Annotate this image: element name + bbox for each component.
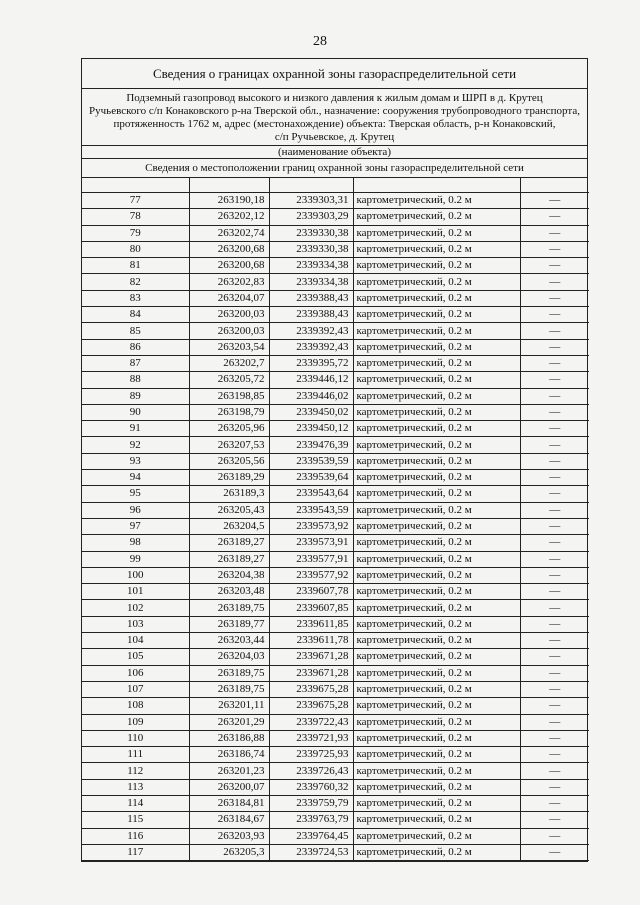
x-coordinate-cell: 263203,54 bbox=[189, 339, 269, 355]
note-cell: — bbox=[520, 600, 589, 616]
determination-method-cell: картометрический, 0.2 м bbox=[353, 584, 520, 600]
x-coordinate-cell: 263189,77 bbox=[189, 616, 269, 632]
y-coordinate-cell: 2339763,79 bbox=[269, 812, 353, 828]
point-number-cell: 115 bbox=[82, 812, 189, 828]
object-name-caption: (наименование объекта) bbox=[82, 146, 587, 159]
point-number-cell: 116 bbox=[82, 828, 189, 844]
point-number-cell: 109 bbox=[82, 714, 189, 730]
point-number-cell: 83 bbox=[82, 290, 189, 306]
point-number-cell: 107 bbox=[82, 681, 189, 697]
point-number-cell: 84 bbox=[82, 307, 189, 323]
note-cell: — bbox=[520, 535, 589, 551]
determination-method-cell: картометрический, 0.2 м bbox=[353, 681, 520, 697]
point-number-cell: 87 bbox=[82, 355, 189, 371]
note-cell: — bbox=[520, 584, 589, 600]
point-number-cell: 108 bbox=[82, 698, 189, 714]
table-row bbox=[82, 616, 589, 632]
x-coordinate-cell: 263184,67 bbox=[189, 812, 269, 828]
determination-method-cell: картометрический, 0.2 м bbox=[353, 258, 520, 274]
point-number-cell: 81 bbox=[82, 258, 189, 274]
y-coordinate-cell: 2339724,53 bbox=[269, 844, 353, 860]
determination-method-cell: картометрический, 0.2 м bbox=[353, 307, 520, 323]
note-cell: — bbox=[520, 551, 589, 567]
x-coordinate-cell: 263189,3 bbox=[189, 486, 269, 502]
determination-method-cell: картометрический, 0.2 м bbox=[353, 502, 520, 518]
coordinates-table-body bbox=[82, 178, 589, 861]
table-row bbox=[82, 763, 589, 779]
determination-method-cell: картометрический, 0.2 м bbox=[353, 453, 520, 469]
x-coordinate-cell: 263186,88 bbox=[189, 730, 269, 746]
x-coordinate-cell: 263201,11 bbox=[189, 698, 269, 714]
note-cell: — bbox=[520, 355, 589, 371]
determination-method-cell: картометрический, 0.2 м bbox=[353, 339, 520, 355]
point-number-cell: 113 bbox=[82, 779, 189, 795]
note-cell: — bbox=[520, 241, 589, 257]
x-coordinate-cell: 263204,38 bbox=[189, 567, 269, 583]
y-coordinate-cell: 2339450,12 bbox=[269, 421, 353, 437]
table-row bbox=[82, 584, 589, 600]
note-cell: — bbox=[520, 193, 589, 209]
table-row bbox=[82, 421, 589, 437]
determination-method-cell: картометрический, 0.2 м bbox=[353, 665, 520, 681]
table-row bbox=[82, 193, 589, 209]
table-row bbox=[82, 600, 589, 616]
y-coordinate-cell: 2339611,85 bbox=[269, 616, 353, 632]
document-title: Сведения о границах охранной зоны газораспределительной сети bbox=[82, 59, 587, 89]
determination-method-cell: картометрический, 0.2 м bbox=[353, 421, 520, 437]
determination-method-cell: картометрический, 0.2 м bbox=[353, 323, 520, 339]
x-coordinate-cell: 263203,44 bbox=[189, 633, 269, 649]
determination-method-cell: картометрический, 0.2 м bbox=[353, 747, 520, 763]
note-cell: — bbox=[520, 258, 589, 274]
x-coordinate-cell: 263200,68 bbox=[189, 258, 269, 274]
x-coordinate-cell: 263190,18 bbox=[189, 193, 269, 209]
point-number-cell: 94 bbox=[82, 470, 189, 486]
point-number-cell: 85 bbox=[82, 323, 189, 339]
object-description-line: Ручьевского с/п Конаковского р-на Тверской обл., назначение: сооружения трубопроводного транспорта, bbox=[89, 105, 580, 117]
determination-method-cell: картометрический, 0.2 м bbox=[353, 567, 520, 583]
point-number-cell: 86 bbox=[82, 339, 189, 355]
y-coordinate-cell: 2339721,93 bbox=[269, 730, 353, 746]
x-coordinate-cell: 263200,03 bbox=[189, 307, 269, 323]
x-coordinate-cell: 263189,75 bbox=[189, 681, 269, 697]
x-coordinate-cell: 263203,48 bbox=[189, 584, 269, 600]
determination-method-cell: картометрический, 0.2 м bbox=[353, 274, 520, 290]
table-row bbox=[82, 535, 589, 551]
x-coordinate-cell: 263205,96 bbox=[189, 421, 269, 437]
note-cell: — bbox=[520, 828, 589, 844]
note-cell: — bbox=[520, 209, 589, 225]
note-cell: — bbox=[520, 323, 589, 339]
determination-method-cell: картометрический, 0.2 м bbox=[353, 730, 520, 746]
table-row bbox=[82, 437, 589, 453]
table-row bbox=[82, 470, 589, 486]
table-cell bbox=[269, 178, 353, 193]
location-section-heading: Сведения о местоположении границ охранной зоны газораспределительной сети bbox=[82, 159, 587, 178]
determination-method-cell: картометрический, 0.2 м bbox=[353, 372, 520, 388]
determination-method-cell: картометрический, 0.2 м bbox=[353, 225, 520, 241]
point-number-cell: 95 bbox=[82, 486, 189, 502]
x-coordinate-cell: 263205,72 bbox=[189, 372, 269, 388]
note-cell: — bbox=[520, 714, 589, 730]
x-coordinate-cell: 263202,12 bbox=[189, 209, 269, 225]
note-cell: — bbox=[520, 225, 589, 241]
point-number-cell: 79 bbox=[82, 225, 189, 241]
note-cell: — bbox=[520, 404, 589, 420]
x-coordinate-cell: 263186,74 bbox=[189, 747, 269, 763]
determination-method-cell: картометрический, 0.2 м bbox=[353, 355, 520, 371]
determination-method-cell: картометрический, 0.2 м bbox=[353, 241, 520, 257]
determination-method-cell: картометрический, 0.2 м bbox=[353, 551, 520, 567]
point-number-cell: 112 bbox=[82, 763, 189, 779]
point-number-cell: 97 bbox=[82, 518, 189, 534]
y-coordinate-cell: 2339573,92 bbox=[269, 518, 353, 534]
point-number-cell: 106 bbox=[82, 665, 189, 681]
x-coordinate-cell: 263204,5 bbox=[189, 518, 269, 534]
note-cell: — bbox=[520, 665, 589, 681]
point-number-cell: 92 bbox=[82, 437, 189, 453]
determination-method-cell: картометрический, 0.2 м bbox=[353, 812, 520, 828]
y-coordinate-cell: 2339543,64 bbox=[269, 486, 353, 502]
y-coordinate-cell: 2339764,45 bbox=[269, 828, 353, 844]
x-coordinate-cell: 263202,74 bbox=[189, 225, 269, 241]
y-coordinate-cell: 2339675,28 bbox=[269, 681, 353, 697]
table-cell bbox=[353, 178, 520, 193]
y-coordinate-cell: 2339303,31 bbox=[269, 193, 353, 209]
y-coordinate-cell: 2339725,93 bbox=[269, 747, 353, 763]
note-cell: — bbox=[520, 307, 589, 323]
table-row bbox=[82, 828, 589, 844]
point-number-cell: 78 bbox=[82, 209, 189, 225]
object-description-line: с/п Ручьевское, д. Крутец bbox=[274, 131, 395, 143]
y-coordinate-cell: 2339573,91 bbox=[269, 535, 353, 551]
point-number-cell: 89 bbox=[82, 388, 189, 404]
x-coordinate-cell: 263205,43 bbox=[189, 502, 269, 518]
point-number-cell: 110 bbox=[82, 730, 189, 746]
y-coordinate-cell: 2339611,78 bbox=[269, 633, 353, 649]
x-coordinate-cell: 263189,27 bbox=[189, 551, 269, 567]
determination-method-cell: картометрический, 0.2 м bbox=[353, 795, 520, 811]
x-coordinate-cell: 263189,29 bbox=[189, 470, 269, 486]
determination-method-cell: картометрический, 0.2 м bbox=[353, 486, 520, 502]
table-row bbox=[82, 714, 589, 730]
point-number-cell: 77 bbox=[82, 193, 189, 209]
table-row bbox=[82, 274, 589, 290]
point-number-cell: 96 bbox=[82, 502, 189, 518]
x-coordinate-cell: 263200,68 bbox=[189, 241, 269, 257]
note-cell: — bbox=[520, 518, 589, 534]
note-cell: — bbox=[520, 470, 589, 486]
note-cell: — bbox=[520, 844, 589, 860]
table-row bbox=[82, 779, 589, 795]
y-coordinate-cell: 2339303,29 bbox=[269, 209, 353, 225]
table-row bbox=[82, 258, 589, 274]
y-coordinate-cell: 2339577,92 bbox=[269, 567, 353, 583]
table-row bbox=[82, 241, 589, 257]
determination-method-cell: картометрический, 0.2 м bbox=[353, 714, 520, 730]
y-coordinate-cell: 2339330,38 bbox=[269, 241, 353, 257]
point-number-cell: 117 bbox=[82, 844, 189, 860]
note-cell: — bbox=[520, 453, 589, 469]
point-number-cell: 91 bbox=[82, 421, 189, 437]
point-number-cell: 93 bbox=[82, 453, 189, 469]
x-coordinate-cell: 263207,53 bbox=[189, 437, 269, 453]
y-coordinate-cell: 2339334,38 bbox=[269, 258, 353, 274]
table-row bbox=[82, 551, 589, 567]
x-coordinate-cell: 263184,81 bbox=[189, 795, 269, 811]
x-coordinate-cell: 263205,56 bbox=[189, 453, 269, 469]
determination-method-cell: картометрический, 0.2 м bbox=[353, 828, 520, 844]
determination-method-cell: картометрический, 0.2 м bbox=[353, 209, 520, 225]
table-row bbox=[82, 518, 589, 534]
note-cell: — bbox=[520, 290, 589, 306]
note-cell: — bbox=[520, 747, 589, 763]
x-coordinate-cell: 263202,7 bbox=[189, 355, 269, 371]
x-coordinate-cell: 263200,03 bbox=[189, 323, 269, 339]
table-row bbox=[82, 290, 589, 306]
x-coordinate-cell: 263201,29 bbox=[189, 714, 269, 730]
y-coordinate-cell: 2339675,28 bbox=[269, 698, 353, 714]
determination-method-cell: картометрический, 0.2 м bbox=[353, 698, 520, 714]
table-row bbox=[82, 812, 589, 828]
determination-method-cell: картометрический, 0.2 м bbox=[353, 518, 520, 534]
y-coordinate-cell: 2339450,02 bbox=[269, 404, 353, 420]
y-coordinate-cell: 2339395,72 bbox=[269, 355, 353, 371]
table-row bbox=[82, 698, 589, 714]
determination-method-cell: картометрический, 0.2 м bbox=[353, 779, 520, 795]
y-coordinate-cell: 2339607,85 bbox=[269, 600, 353, 616]
note-cell: — bbox=[520, 502, 589, 518]
note-cell: — bbox=[520, 372, 589, 388]
x-coordinate-cell: 263205,3 bbox=[189, 844, 269, 860]
y-coordinate-cell: 2339446,02 bbox=[269, 388, 353, 404]
y-coordinate-cell: 2339759,79 bbox=[269, 795, 353, 811]
y-coordinate-cell: 2339388,43 bbox=[269, 307, 353, 323]
table-row bbox=[82, 404, 589, 420]
point-number-cell: 100 bbox=[82, 567, 189, 583]
note-cell: — bbox=[520, 795, 589, 811]
x-coordinate-cell: 263189,27 bbox=[189, 535, 269, 551]
x-coordinate-cell: 263198,79 bbox=[189, 404, 269, 420]
determination-method-cell: картометрический, 0.2 м bbox=[353, 844, 520, 860]
table-row bbox=[82, 649, 589, 665]
determination-method-cell: картометрический, 0.2 м bbox=[353, 388, 520, 404]
table-row bbox=[82, 665, 589, 681]
table-row bbox=[82, 339, 589, 355]
point-number-cell: 105 bbox=[82, 649, 189, 665]
point-number-cell: 88 bbox=[82, 372, 189, 388]
determination-method-cell: картометрический, 0.2 м bbox=[353, 649, 520, 665]
table-row bbox=[82, 633, 589, 649]
x-coordinate-cell: 263189,75 bbox=[189, 600, 269, 616]
y-coordinate-cell: 2339671,28 bbox=[269, 665, 353, 681]
x-coordinate-cell: 263204,03 bbox=[189, 649, 269, 665]
y-coordinate-cell: 2339543,59 bbox=[269, 502, 353, 518]
y-coordinate-cell: 2339726,43 bbox=[269, 763, 353, 779]
point-number-cell: 114 bbox=[82, 795, 189, 811]
table-row bbox=[82, 323, 589, 339]
determination-method-cell: картометрический, 0.2 м bbox=[353, 193, 520, 209]
determination-method-cell: картометрический, 0.2 м bbox=[353, 535, 520, 551]
table-row bbox=[82, 795, 589, 811]
table-row bbox=[82, 453, 589, 469]
y-coordinate-cell: 2339577,91 bbox=[269, 551, 353, 567]
table-row bbox=[82, 747, 589, 763]
point-number-cell: 101 bbox=[82, 584, 189, 600]
x-coordinate-cell: 263203,93 bbox=[189, 828, 269, 844]
point-number-cell: 98 bbox=[82, 535, 189, 551]
note-cell: — bbox=[520, 339, 589, 355]
coordinates-table bbox=[82, 178, 589, 861]
note-cell: — bbox=[520, 649, 589, 665]
note-cell: — bbox=[520, 616, 589, 632]
table-row bbox=[82, 502, 589, 518]
note-cell: — bbox=[520, 763, 589, 779]
table-row bbox=[82, 486, 589, 502]
point-number-cell: 102 bbox=[82, 600, 189, 616]
y-coordinate-cell: 2339607,78 bbox=[269, 584, 353, 600]
object-description-line: протяженность 1762 м, адрес (местонахождение) объекта: Тверская область, р-н Конаковский, bbox=[113, 118, 556, 130]
y-coordinate-cell: 2339388,43 bbox=[269, 290, 353, 306]
table-row bbox=[82, 730, 589, 746]
y-coordinate-cell: 2339760,32 bbox=[269, 779, 353, 795]
note-cell: — bbox=[520, 388, 589, 404]
table-row bbox=[82, 844, 589, 860]
table-row bbox=[82, 225, 589, 241]
determination-method-cell: картометрический, 0.2 м bbox=[353, 633, 520, 649]
table-row bbox=[82, 372, 589, 388]
determination-method-cell: картометрический, 0.2 м bbox=[353, 404, 520, 420]
note-cell: — bbox=[520, 698, 589, 714]
y-coordinate-cell: 2339722,43 bbox=[269, 714, 353, 730]
x-coordinate-cell: 263200,07 bbox=[189, 779, 269, 795]
page-number: 28 bbox=[313, 34, 327, 49]
table-row bbox=[82, 355, 589, 371]
y-coordinate-cell: 2339539,59 bbox=[269, 453, 353, 469]
table-row-blank bbox=[82, 178, 589, 193]
table-row bbox=[82, 567, 589, 583]
point-number-cell: 104 bbox=[82, 633, 189, 649]
table-cell bbox=[520, 178, 589, 193]
table-row bbox=[82, 681, 589, 697]
determination-method-cell: картометрический, 0.2 м bbox=[353, 470, 520, 486]
y-coordinate-cell: 2339671,28 bbox=[269, 649, 353, 665]
point-number-cell: 111 bbox=[82, 747, 189, 763]
y-coordinate-cell: 2339330,38 bbox=[269, 225, 353, 241]
x-coordinate-cell: 263204,07 bbox=[189, 290, 269, 306]
y-coordinate-cell: 2339476,39 bbox=[269, 437, 353, 453]
determination-method-cell: картометрический, 0.2 м bbox=[353, 437, 520, 453]
object-description bbox=[82, 89, 587, 146]
table-row bbox=[82, 388, 589, 404]
y-coordinate-cell: 2339446,12 bbox=[269, 372, 353, 388]
y-coordinate-cell: 2339392,43 bbox=[269, 339, 353, 355]
note-cell: — bbox=[520, 730, 589, 746]
boundary-info-table bbox=[81, 58, 588, 862]
x-coordinate-cell: 263189,75 bbox=[189, 665, 269, 681]
table-row bbox=[82, 209, 589, 225]
table-row bbox=[82, 307, 589, 323]
determination-method-cell: картометрический, 0.2 м bbox=[353, 600, 520, 616]
point-number-cell: 80 bbox=[82, 241, 189, 257]
determination-method-cell: картометрический, 0.2 м bbox=[353, 763, 520, 779]
note-cell: — bbox=[520, 681, 589, 697]
note-cell: — bbox=[520, 812, 589, 828]
note-cell: — bbox=[520, 633, 589, 649]
point-number-cell: 103 bbox=[82, 616, 189, 632]
note-cell: — bbox=[520, 779, 589, 795]
x-coordinate-cell: 263201,23 bbox=[189, 763, 269, 779]
y-coordinate-cell: 2339392,43 bbox=[269, 323, 353, 339]
object-description-line: Подземный газопровод высокого и низкого давления к жилым домам и ШРП в д. Крутец bbox=[126, 92, 543, 104]
point-number-cell: 90 bbox=[82, 404, 189, 420]
note-cell: — bbox=[520, 421, 589, 437]
note-cell: — bbox=[520, 274, 589, 290]
x-coordinate-cell: 263202,83 bbox=[189, 274, 269, 290]
point-number-cell: 99 bbox=[82, 551, 189, 567]
determination-method-cell: картометрический, 0.2 м bbox=[353, 290, 520, 306]
determination-method-cell: картометрический, 0.2 м bbox=[353, 616, 520, 632]
note-cell: — bbox=[520, 437, 589, 453]
y-coordinate-cell: 2339334,38 bbox=[269, 274, 353, 290]
x-coordinate-cell: 263198,85 bbox=[189, 388, 269, 404]
table-cell bbox=[189, 178, 269, 193]
note-cell: — bbox=[520, 486, 589, 502]
table-cell bbox=[82, 178, 189, 193]
note-cell: — bbox=[520, 567, 589, 583]
point-number-cell: 82 bbox=[82, 274, 189, 290]
y-coordinate-cell: 2339539,64 bbox=[269, 470, 353, 486]
